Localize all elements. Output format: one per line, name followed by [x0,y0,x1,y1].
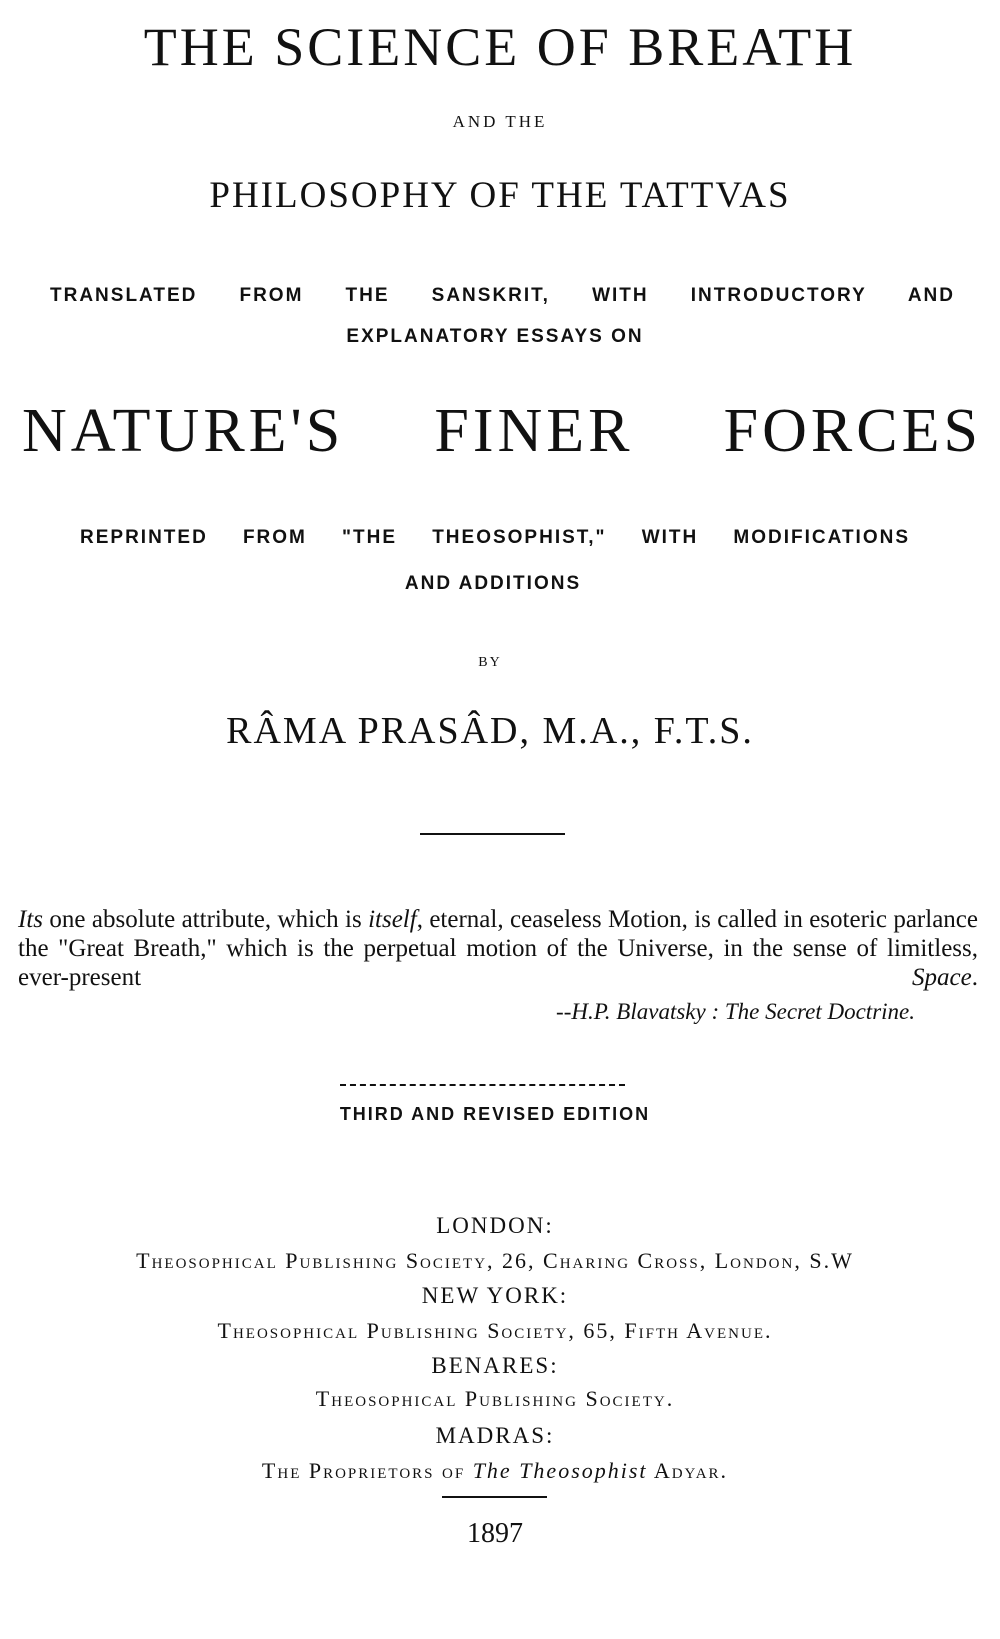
imprint-publisher-benares: Theosophical Publishing Society. [315,1386,675,1411]
main-title: NATURE'S FINER FORCES [22,397,982,465]
imprint-publisher-new-york: Theosophical Publishing Society, 65, Fifth Avenue. [217,1318,773,1343]
reprint-note-line-2: AND ADDITIONS [404,573,582,594]
title-connector: AND THE [452,112,548,131]
translation-note-line-1: TRANSLATED FROM THE SANSKRIT, WITH INTRODUCTORY AND [50,285,955,306]
translation-note-line-2: EXPLANATORY ESSAYS ON [346,326,644,347]
epigraph-part-3: . [971,964,978,991]
imprint-city-madras: MADRAS: [435,1423,555,1448]
dashed-divider-rule [340,1084,625,1086]
epigraph-part-1: one absolute attribute, which is [43,906,369,933]
imprint-city-new-york: NEW YORK: [421,1283,569,1308]
publication-year: 1897 [467,1518,523,1549]
footer-rule [442,1496,547,1498]
book-title: THE SCIENCE OF BREATH [143,17,857,77]
author-name: RÂMA PRASÂD, M.A., F.T.S. [226,710,754,752]
epigraph-part-2: , eternal, ceaseless Motion, is called in esoteric parlance the "Great Breath," which is the perpetual motion of the Universe, in the sense of limitless, ever-present [18,906,978,991]
madras-pub-journal: The Theosophist [472,1458,648,1483]
byline-by: BY [478,655,502,670]
epigraph-space: Space [912,964,972,991]
epigraph-its: Its [18,906,43,933]
book-subtitle: PHILOSOPHY OF THE TATTVAS [209,175,791,216]
reprint-note-line-1: REPRINTED FROM "THE THEOSOPHIST," WITH MODIFICATIONS [80,527,910,548]
edition-note: THIRD AND REVISED EDITION [339,1104,651,1124]
divider-rule [420,833,565,835]
epigraph-attribution: --H.P. Blavatsky : The Secret Doctrine. [556,999,915,1024]
madras-pub-prefix: The Proprietors of [261,1458,473,1483]
madras-pub-suffix: Adyar. [647,1458,729,1483]
imprint-city-benares: BENARES: [431,1353,559,1378]
imprint-city-london: LONDON: [436,1213,554,1238]
imprint-publisher-london: Theosophical Publishing Society, 26, Charing Cross, London, S.W [136,1248,854,1273]
imprint-publisher-madras [0,1460,990,1482]
epigraph-itself: itself [368,906,417,933]
epigraph [18,905,978,992]
